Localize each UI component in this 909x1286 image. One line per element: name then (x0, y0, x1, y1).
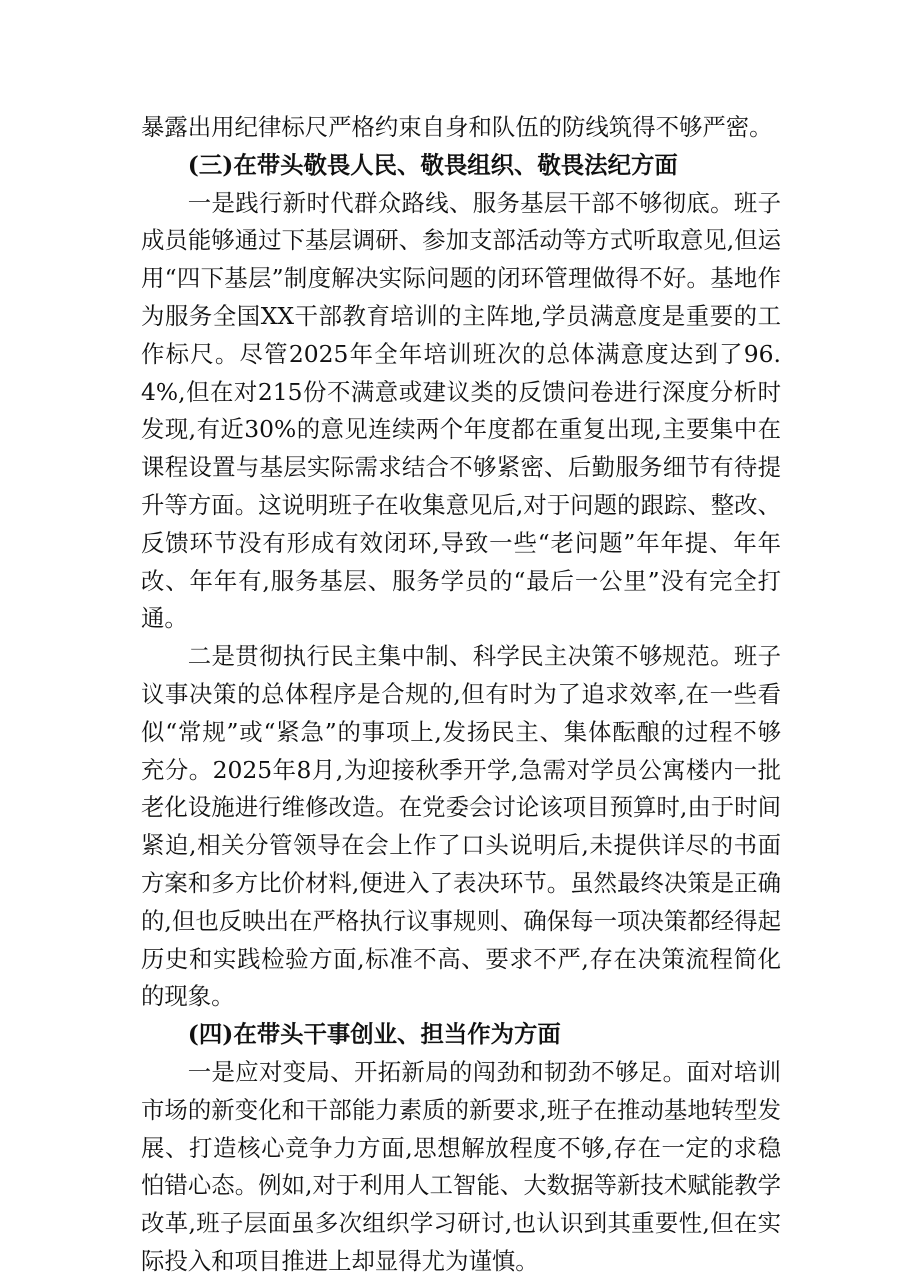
paragraph-democratic-centralism: 二是贯彻执行民主集中制、科学民主决策不够规范。班子议事决策的总体程序是合规的,但有时为了追求效率,在一些看似“常规”或“紧急”的事项上,发扬民主、集体酝酿的过程不够充分。2025年8月,为迎接秋季开学,急需对学员公寓楼内一批老化设施进行维修改造。在党委会讨论该项目预算时,由于时间紧迫,相关分管领导在会上作了口头说明后,未提供详尽的书面方案和多方比价材料,便进入了表决环节。虽然最终决策是正确的,但也反映出在严格执行议事规则、确保每一项决策都经得起历史和实践检验方面,标准不高、要求不严,存在决策流程简化的现象。 (141, 642, 781, 1011)
paragraph-mass-line: 一是践行新时代群众路线、服务基层干部不够彻底。班子成员能够通过下基层调研、参加支部活动等方式听取意见,但运用“四下基层”制度解决实际问题的闭环管理做得不好。基地作为服务全国XX干部教育培训的主阵地,学员满意度是重要的工作标尺。尽管2025年全年培训班次的总体满意度达到了96.4%,但在对215份不满意或建议类的反馈问卷进行深度分析时发现,有近30%的意见连续两个年度都在重复出现,主要集中在课程设置与基层实际需求结合不够紧密、后勤服务细节有待提升等方面。这说明班子在收集意见后,对于问题的跟踪、整改、反馈环节没有形成有效闭环,导致一些“老问题”年年提、年年改、年年有,服务基层、服务学员的“最后一公里”没有完全打通。 (141, 188, 781, 633)
paragraph-pioneering-spirit: 一是应对变局、开拓新局的闯劲和韧劲不够足。面对培训市场的新变化和干部能力素质的新要求,班子在推动基地转型发展、打造核心竞争力方面,思想解放程度不够,存在一定的求稳怕错心态。例如,对于利用人工智能、大数据等新技术赋能教学改革,班子层面虽多次组织学习研讨,也认识到其重要性,但在实际投入和项目推进上却显得尤为谨慎。 (141, 1057, 781, 1275)
paragraph-continuation: 暴露出用纪律标尺严格约束自身和队伍的防线筑得不够严密。 (141, 113, 773, 141)
section-heading-4: (四)在带头干事创业、担当作为方面 (187, 1020, 561, 1049)
document-body (141, 109, 781, 1281)
section-heading-3: (三)在带头敬畏人民、敬畏组织、敬畏法纪方面 (187, 150, 678, 179)
